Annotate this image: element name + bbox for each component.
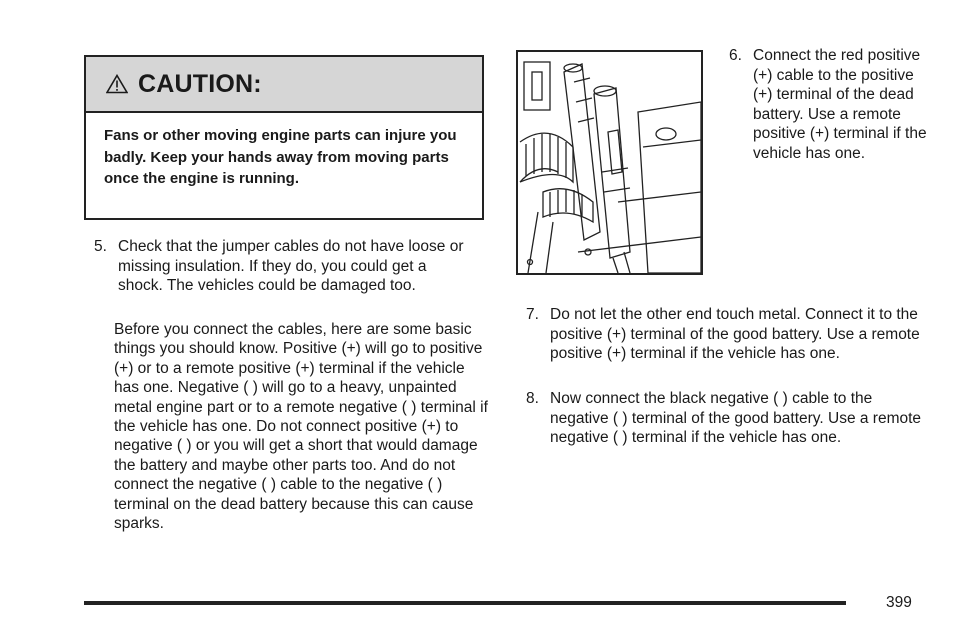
step-text: Now connect the black negative ( ) cable to the negative ( ) terminal of the good battery. Use a remote negative ( ) terminal if the vehicle has one. <box>550 390 922 446</box>
step-number: 7. <box>526 306 539 323</box>
step-6 <box>729 46 929 163</box>
caution-title: CAUTION: <box>138 69 262 98</box>
step-text: Connect the red positive (+) cable to the positive (+) terminal of the dead battery. Use a remote positive (+) terminal if the vehicle has one. <box>753 47 927 162</box>
caution-box <box>84 55 484 220</box>
step-7 <box>526 305 926 364</box>
step-number: 6. <box>729 47 742 64</box>
step-text: Do not let the other end touch metal. Connect it to the positive (+) terminal of the good battery. Use a remote positive (+) terminal if the vehicle has one. <box>550 306 920 362</box>
step-number: 5. <box>94 238 107 255</box>
warning-triangle-icon <box>106 74 128 94</box>
step-text: Check that the jumper cables do not have loose or missing insulation. If they do, you could get a shock. The vehicles could be damaged too. <box>118 238 464 294</box>
engine-bay-drawing <box>518 52 701 273</box>
page-number: 399 <box>886 594 912 611</box>
step-number: 8. <box>526 390 539 407</box>
footer-rule <box>84 601 846 605</box>
step-8 <box>526 389 926 448</box>
step-5 <box>94 237 474 296</box>
jumper-cable-illustration <box>516 50 703 275</box>
caution-text: Fans or other moving engine parts can injure you badly. Keep your hands away from moving parts once the engine is running. <box>104 127 457 187</box>
caution-header <box>86 57 482 113</box>
step-5-paragraph: Before you connect the cables, here are some basic things you should know. Positive (+) will go to positive (+) or to a remote positive (+) terminal if the vehicle has one. Negative ( ) will go to a heavy, unpainted metal engine part or to a remote negative ( ) terminal if the vehicle has one. Do not connect positive (+) to negative ( ) or you will get a short that would damage the battery and maybe other parts too. And do not connect the negative ( ) cable to the negative ( ) terminal on the dead battery because this can cause sparks. <box>114 321 488 533</box>
